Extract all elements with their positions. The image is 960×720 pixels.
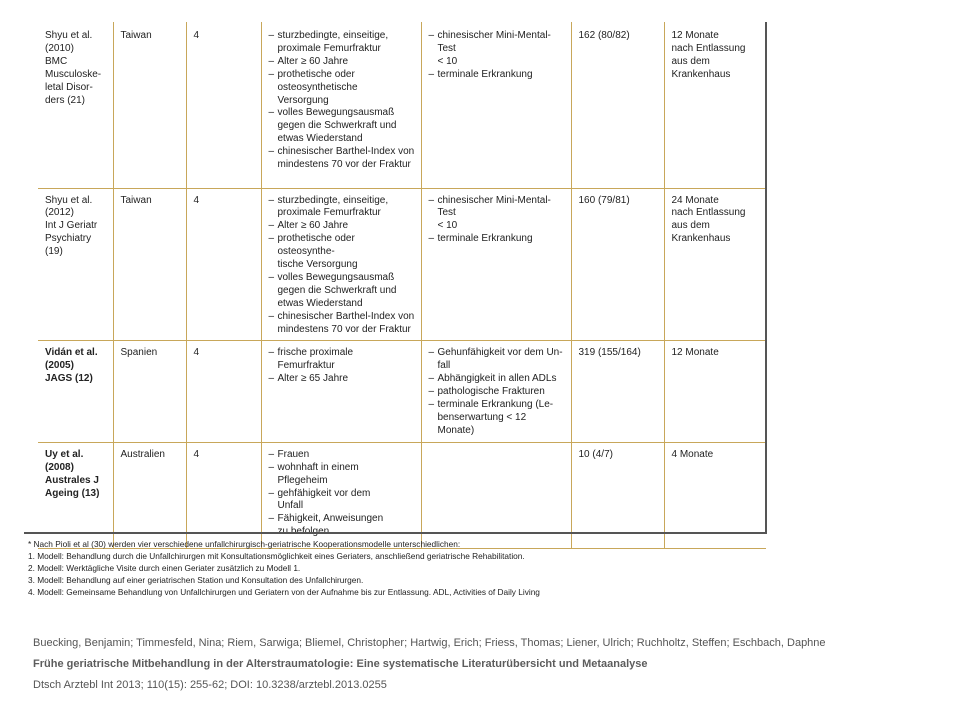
citation-authors: Buecking, Benjamin; Timmesfeld, Nina; Riem, Sarwiga; Bliemel, Christopher; Hartwig, Erich; Friess, Thomas; Liener, Ulrich; Ruchholtz, Steffen; Eschbach, Daphne [33,637,826,649]
exclusion-item: – chinesischer Mini-Mental-Test < 10 [429,195,565,234]
study-line: Uy et al. [45,448,84,460]
followup-cell: 12 Monate [664,341,766,442]
footnote-line: 1. Modell: Behandlung durch die Unfallchirurgen mit Konsultationsmöglichkeit eines Geriaters, anschließend geriatrische Rehabilitation. [28,551,525,561]
exclusion-item: – Abhängigkeit in allen ADLs [429,373,565,386]
inclusion-item: – volles Bewegungsausmaß gegen die Schwerkraft und etwas Wiederstand [269,272,415,311]
study-line: letal Disor- [45,81,93,93]
inclusion-item: – prothetische oder osteosynthetische Versorgung [269,69,415,108]
study-table [38,22,766,532]
study-cell [38,188,113,341]
inclusion-cell [261,22,421,188]
inclusion-item: – sturzbedingte, einseitige, proximale Femurfraktur [269,195,415,221]
study-line: Vidán et al. [45,347,98,359]
country-cell: Australien [113,442,186,548]
inclusion-cell [261,341,421,442]
exclusion-cell [421,22,571,188]
citation-title: Frühe geriatrische Mitbehandlung in der Alterstraumatologie: Eine systematische Literaturübersicht und Metaanalyse [33,658,648,670]
exclusion-item: – pathologische Frakturen [429,386,565,399]
inclusion-item: – volles Bewegungsausmaß gegen die Schwerkraft und etwas Wiederstand [269,107,415,146]
sample-size-cell: 10 (4/7) [571,442,664,548]
country-cell: Taiwan [113,188,186,341]
study-line: Ageing (13) [45,487,100,499]
study-cell [38,341,113,442]
inclusion-item: – sturzbedingte, einseitige, proximale Femurfraktur [269,30,415,56]
inclusion-item: – chinesischer Barthel-Index von mindestens 70 vor der Fraktur [269,146,415,172]
footnote-line: 3. Modell: Behandlung auf einer geriatrischen Station und Konsultation des Unfallchirurgen. [28,575,364,585]
inclusion-item: – Alter ≥ 60 Jahre [269,56,415,69]
followup-cell: 12 Monate nach Entlassung aus dem Krankenhaus [664,22,766,188]
table-row [38,188,766,341]
study-line: (2008) [45,461,74,473]
study-line: JAGS (12) [45,373,93,385]
study-line: Int J Geriatr [45,220,98,232]
study-line: Shyu et al. [45,194,93,206]
study-line: (2010) [45,42,74,54]
footnote-line: * Nach Pioli et al (30) werden vier verschiedene unfallchirurgisch-geriatrische Kooperationsmodelle unterschiedlichen: [28,539,461,549]
country-cell: Taiwan [113,22,186,188]
followup-cell: 4 Monate [664,442,766,548]
table-row [38,22,766,188]
exclusion-item: – terminale Erkrankung (Le- benserwartung < 12 Monate) [429,399,565,438]
study-line: (19) [45,246,63,258]
study-line: Australes J [45,474,99,486]
table-right-rule [765,22,767,534]
study-line: (2005) [45,360,74,372]
exclusion-cell [421,341,571,442]
inclusion-item: – Frauen [269,449,415,462]
inclusion-item: – wohnhaft in einem Pflegeheim [269,462,415,488]
inclusion-item: – frische proximale Femurfraktur [269,347,415,373]
sample-size-cell: 162 (80/82) [571,22,664,188]
inclusion-cell [261,188,421,341]
citation-source: Dtsch Arztebl Int 2013; 110(15): 255-62; DOI: 10.3238/arztebl.2013.0255 [33,679,387,691]
citation [33,636,826,699]
footnote-line: 4. Modell: Gemeinsame Behandlung von Unfallchirurgen und Geriatern von der Aufnahme bis zur Entlassung. ADL, Activities of Daily Living [28,587,540,597]
inclusion-item: – Fähigkeit, Anweisungen [269,513,415,539]
table-row [38,341,766,442]
inclusion-item: – prothetische oder osteosynthe- tische Versorgung [269,233,415,272]
exclusion-item: – terminale Erkrankung [429,233,565,246]
sample-size-cell: 160 (79/81) [571,188,664,341]
study-line: Musculoske- [45,68,102,80]
inclusion-item: – Alter ≥ 60 Jahre [269,220,415,233]
study-line: Shyu et al. [45,30,93,41]
table-bottom-rule [24,532,766,534]
exclusion-cell [421,188,571,341]
study-line: Psychiatry [45,233,92,245]
model-cell: 4 [186,442,261,548]
model-cell: 4 [186,188,261,341]
exclusion-item: – chinesischer Mini-Mental-Test < 10 [429,30,565,69]
footnotes [28,538,540,598]
inclusion-item: – gehfähigkeit vor dem Unfall [269,488,415,514]
model-cell: 4 [186,341,261,442]
exclusion-item: – terminale Erkrankung [429,69,565,82]
followup-cell: 24 Monate nach Entlassung aus dem Krankenhaus [664,188,766,341]
country-cell: Spanien [113,341,186,442]
inclusion-item: – chinesischer Barthel-Index von mindestens 70 vor der Fraktur [269,311,415,337]
study-line: BMC [45,55,68,67]
sample-size-cell: 319 (155/164) [571,341,664,442]
model-cell: 4 [186,22,261,188]
study-line: ders (21) [45,94,86,106]
study-cell [38,22,113,188]
inclusion-item: – Alter ≥ 65 Jahre [269,373,415,386]
exclusion-item: – Gehunfähigkeit vor dem Un- fall [429,347,565,373]
study-line: (2012) [45,207,74,219]
footnote-line: 2. Modell: Werktägliche Visite durch einen Geriater zusätzlich zu Modell 1. [28,563,301,573]
